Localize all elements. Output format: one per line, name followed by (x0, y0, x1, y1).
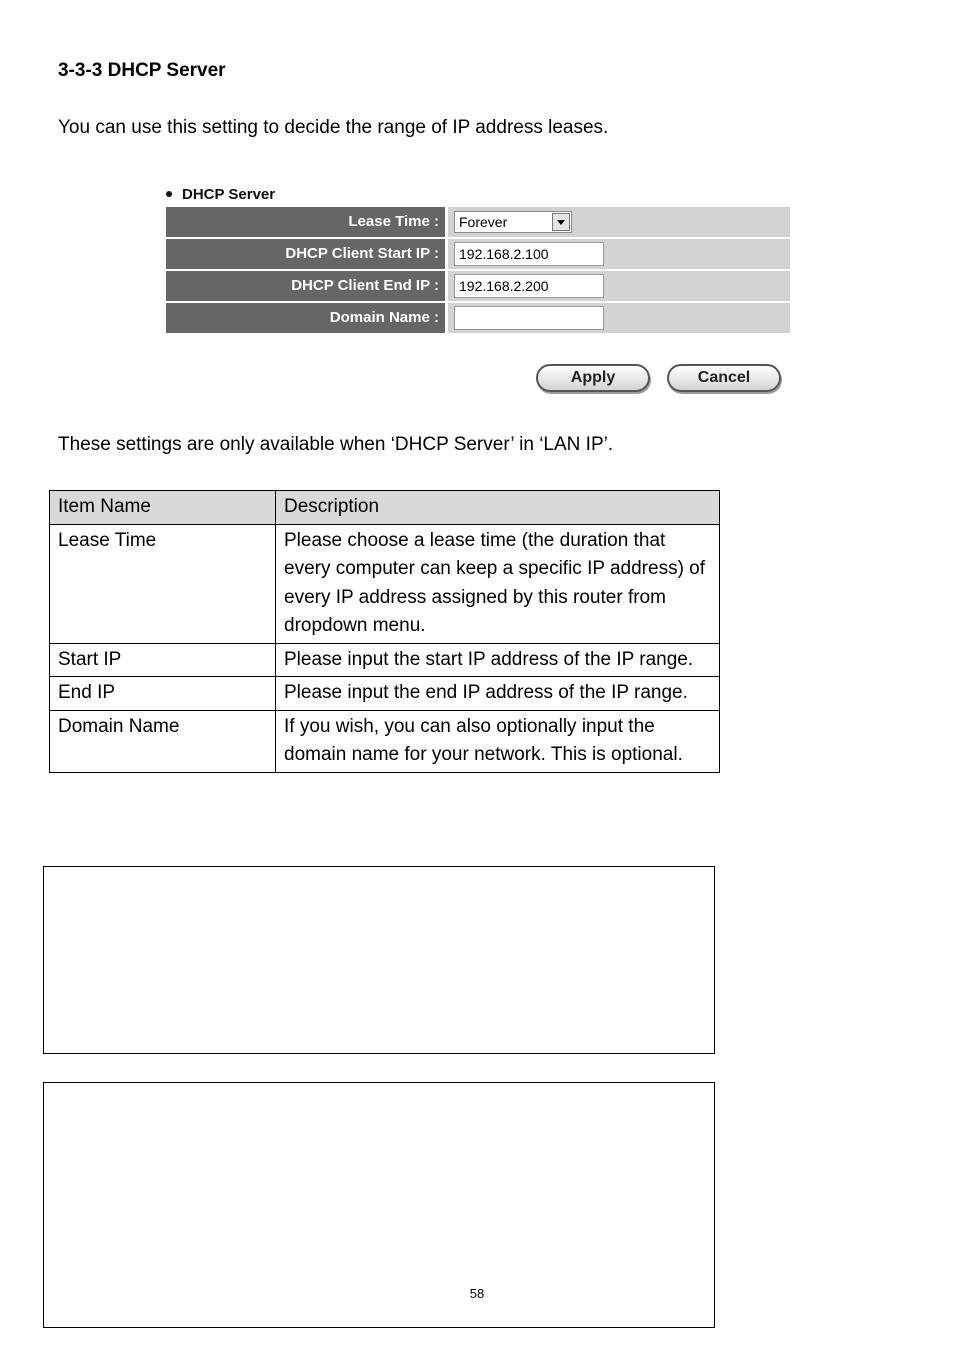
cancel-button[interactable]: Cancel (667, 364, 781, 392)
domain-name-label: Domain Name : (166, 303, 445, 333)
domain-name-row (166, 303, 790, 333)
lease-time-row (166, 207, 790, 237)
item-name-cell: End IP (50, 677, 276, 711)
dhcp-form (166, 207, 790, 333)
header-item-name: Item Name (50, 491, 276, 525)
header-description: Description (276, 491, 720, 525)
intro-text: You can use this setting to decide the range of IP address leases. (58, 117, 609, 138)
empty-frame-1 (43, 866, 715, 1054)
end-ip-input[interactable] (454, 274, 604, 298)
apply-button[interactable]: Apply (536, 364, 650, 392)
description-cell: Please input the start IP address of the IP range. (276, 643, 720, 677)
table-row (50, 524, 720, 643)
table-row (50, 677, 720, 711)
start-ip-label: DHCP Client Start IP : (166, 239, 445, 269)
panel-title-text: DHCP Server (182, 185, 276, 203)
item-name-cell: Lease Time (50, 524, 276, 643)
table-row (50, 710, 720, 772)
end-ip-label: DHCP Client End IP : (166, 271, 445, 301)
availability-note: These settings are only available when ‘DHCP Server’ in ‘LAN IP’. (58, 434, 614, 455)
description-cell: Please input the end IP address of the IP range. (276, 677, 720, 711)
start-ip-input[interactable] (454, 242, 604, 266)
lease-time-label: Lease Time : (166, 207, 445, 237)
end-ip-row (166, 271, 790, 301)
section-heading: 3-3-3 DHCP Server (58, 60, 226, 81)
form-buttons (536, 364, 781, 392)
description-cell: If you wish, you can also optionally input the domain name for your network. This is optional. (276, 710, 720, 772)
lease-time-selected-value: Forever (459, 214, 508, 230)
table-row (50, 643, 720, 677)
bullet-icon (166, 191, 172, 197)
table-header-row (50, 491, 720, 525)
item-name-cell: Start IP (50, 643, 276, 677)
dropdown-arrow-icon[interactable] (552, 213, 570, 231)
start-ip-row (166, 239, 790, 269)
panel-title (162, 183, 792, 205)
dhcp-server-panel (162, 183, 792, 333)
page-number: 58 (469, 1286, 485, 1301)
item-name-cell: Domain Name (50, 710, 276, 772)
description-cell: Please choose a lease time (the duration that every computer can keep a specific IP address) of every IP address assigned by this router from dropdown menu. (276, 524, 720, 643)
description-table (49, 490, 720, 773)
domain-name-input[interactable] (454, 306, 604, 330)
lease-time-select[interactable] (454, 211, 572, 233)
